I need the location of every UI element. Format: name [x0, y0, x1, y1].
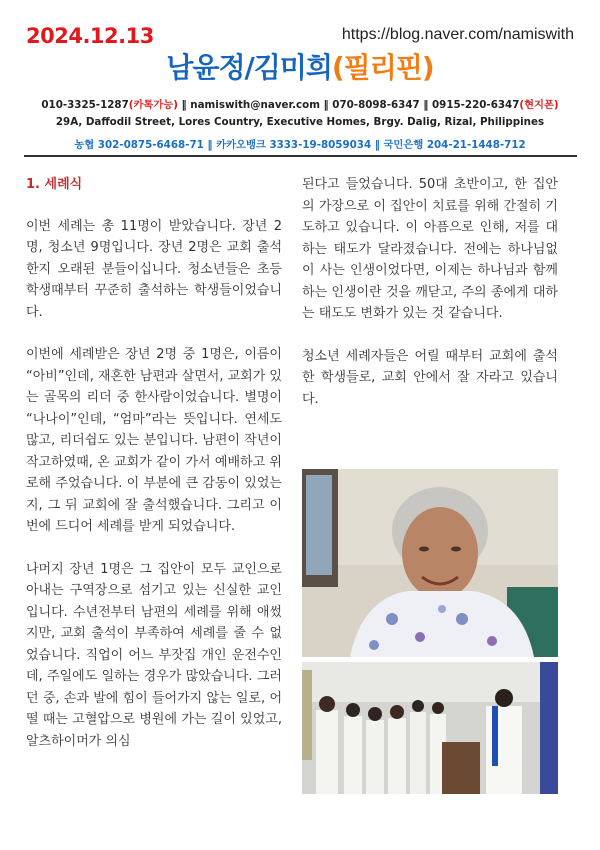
- ceremony-illustration: [302, 662, 558, 794]
- left-column: [26, 174, 282, 773]
- local-phone-note: (현지폰): [519, 99, 559, 111]
- newsletter-title: [0, 46, 600, 86]
- separator: ‖: [323, 99, 329, 111]
- blog-url[interactable]: https://blog.naver.com/namiswith: [341, 26, 574, 43]
- separator: ‖: [423, 99, 429, 111]
- phone-internet: 070-8098-6347: [332, 99, 420, 111]
- mission-country: (필리핀): [331, 51, 434, 84]
- bank-accounts: [0, 136, 600, 151]
- contact-line: [0, 96, 600, 111]
- separator: ‖: [374, 139, 380, 151]
- email-address[interactable]: namiswith@naver.com: [190, 99, 320, 111]
- portrait-illustration: [302, 469, 558, 657]
- missionary-names: 남윤정/김미희: [166, 51, 332, 84]
- separator: ‖: [181, 99, 187, 111]
- paragraph: 청소년 세례자들은 어릴 때부터 교회에 출석한 학생들로, 교회 안에서 잘 자라고 있습니다.: [302, 348, 558, 407]
- paragraph: 이번 세례는 총 11명이 받았습니다. 장년 2명, 청소년 9명입니다. 장년 2명은 교회 출석한지 오래된 분들이십니다. 청소년들은 초등학생때부터 꾸준히 출석하는 학생들이었습니다.: [26, 218, 282, 320]
- phone-local: 0915-220-6347: [432, 99, 520, 111]
- paragraph: 된다고 들었습니다. 50대 초반이고, 한 집안의 가장으로 이 집안이 치료를 위해 간절히 기도하고 있습니다. 이 아픔으로 인해, 저를 대하는 태도가 달라졌습니다. 전에는 하나님없이 사는 인생이었다면, 이제는 하나님과 함께 하는 인생이란 것을 깨닫고, 주의 종에게 대하는 태도도 변화가 있는 것 같습니다.: [302, 177, 558, 321]
- mailing-address: 29A, Daffodil Street, Lores Country, Executive Homes, Brgy. Dalig, Rizal, Philippines: [55, 116, 545, 128]
- section-title: 1. 세례식: [26, 177, 83, 192]
- right-column: [302, 174, 558, 431]
- baptism-ceremony-photo: [302, 662, 558, 794]
- header-divider: [24, 155, 577, 157]
- separator: ‖: [207, 139, 213, 151]
- phone-kakao: 010-3325-1287: [41, 99, 129, 111]
- paragraph: 이번에 세례받은 장년 2명 중 1명은, 이름이 “아비”인데, 재혼한 남편과 살면서, 교회가 있는 골목의 리더 중 한사람이었습니다. 별명이 “나나이”인데, “엄마”라는 뜻입니다. 연세도 많고, 리더쉽도 있는 분입니다. 남편이 작년이 작고하였때, 온 교회가 같이 가서 예배하고 위로해 주었습니다. 이 부분에 큰 감동이 있었는지, 그 뒤 교회에 잘 출석했습니다. 그리고 이번에 드디어 세례를 받게 되었습니다.: [26, 347, 282, 534]
- bank-account-kakao: 카카오뱅크 3333-19-8059034: [216, 139, 372, 151]
- bank-account-kb: 국민은행 204-21-1448-712: [383, 139, 526, 151]
- kakao-note: (카톡가능): [128, 99, 178, 111]
- newsletter-date: 2024.12.13: [26, 24, 154, 48]
- bank-account-nh: 농협 302-0875-6468-71: [74, 139, 204, 151]
- paragraph: 나머지 장년 1명은 그 집안이 모두 교인으로 아내는 구역장으로 섬기고 있는 신실한 교인입니다. 수년전부터 남편의 세례를 위해 애썼지만, 교회 출석이 부족하여 세례를 줄 수 없었습니다. 직업이 어느 부잣집 개인 운전수인데, 주일에도 일하는 경우가 많았습니다. 그러던 중, 손과 발에 힘이 들어가지 않는 일로, 어떨 때는 고혈압으로 병원에 가는 길이 있었고, 알츠하이머가 의심: [26, 561, 282, 749]
- baptized-woman-photo: [302, 469, 558, 657]
